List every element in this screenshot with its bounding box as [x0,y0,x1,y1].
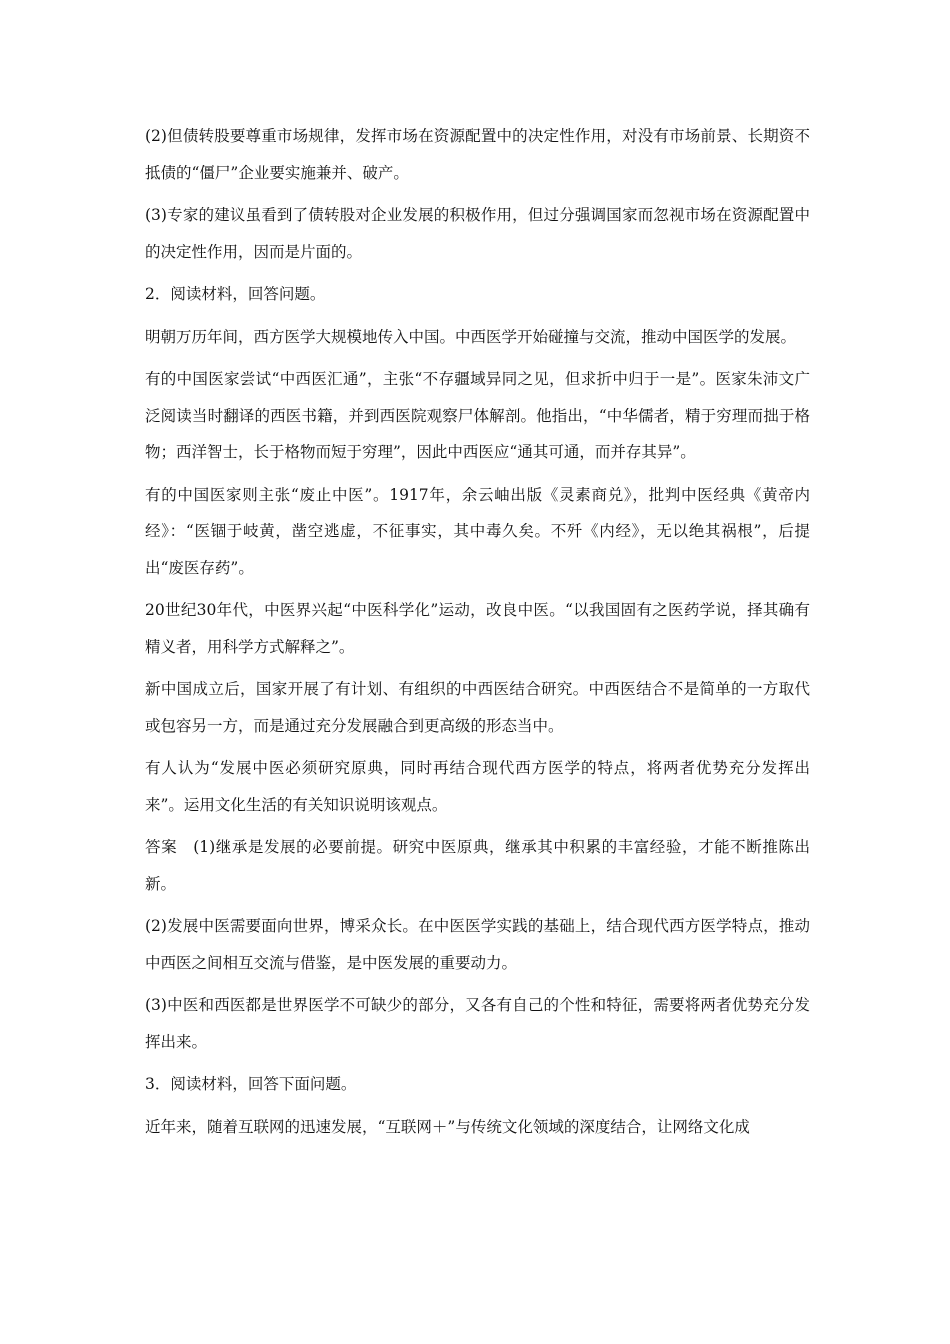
question-2-heading: 2．阅读材料，回答问题。 [145,285,326,303]
answer-label-point-1: 答案 (1)继承是发展的必要前提。研究中医原典，继承其中积累的丰富经验，才能不断推陈出新。 [145,838,810,893]
answer-point-2b: (2)发展中医需要面向世界，博采众长。在中医医学实践的基础上，结合现代西方医学特点，推动中西医之间相互交流与借鉴，是中医发展的重要动力。 [145,917,810,972]
material-paragraph-1: 明朝万历年间，西方医学大规模地传入中国。中西医学开始碰撞与交流，推动中国医学的发展。 [145,327,797,346]
document-body [145,118,810,1151]
question-3-heading: 3．阅读材料，回答下面问题。 [145,1075,357,1093]
answer-point-3: (3)专家的建议虽看到了债转股对企业发展的积极作用，但过分强调国家而忽视市场在资源配置中的决定性作用，因而是片面的。 [145,206,810,261]
answer-point-3b: (3)中医和西医都是世界医学不可缺少的部分，又各有自己的个性和特征，需要将两者优势充分发挥出来。 [145,996,810,1051]
answer-point-2: (2)但债转股要尊重市场规律，发挥市场在资源配置中的决定性作用，对没有市场前景、长期资不抵债的“僵尸”企业要实施兼并、破产。 [145,127,810,182]
material-paragraph-5: 新中国成立后，国家开展了有计划、有组织的中西医结合研究。中西医结合不是简单的一方取代或包容另一方，而是通过充分发展融合到更高级的形态当中。 [145,680,810,735]
material-paragraph-q3: 近年来，随着互联网的迅速发展，“互联网＋”与传统文化领域的深度结合，让网络文化成 [145,1117,750,1136]
material-paragraph-2: 有的中国医家尝试“中西医汇通”，主张“不存疆域异同之见，但求折中归于一是”。医家朱沛文广泛阅读当时翻译的西医书籍，并到西医院观察尸体解剖。他指出，“中华儒者，精于穷理而拙于格物；西洋智士，长于格物而短于穷理”，因此中西医应“通其可通，而并存其异”。 [145,370,810,461]
material-paragraph-3: 有的中国医家则主张“废止中医”。1917年，余云岫出版《灵素商兑》，批判中医经典《黄帝内经》：“医锢于岐黄，凿空逃虚，不征事实，其中毒久矣。不歼《内经》，无以绝其祸根”，后提出“废医存药”。 [145,485,810,577]
material-paragraph-4: 20世纪30年代，中医界兴起“中医科学化”运动，改良中医。“以我国固有之医药学说，择其确有精义者，用科学方式解释之”。 [145,601,810,656]
question-2-prompt: 有人认为“发展中医必须研究原典，同时再结合现代西方医学的特点，将两者优势充分发挥出来”。运用文化生活的有关知识说明该观点。 [145,759,810,814]
